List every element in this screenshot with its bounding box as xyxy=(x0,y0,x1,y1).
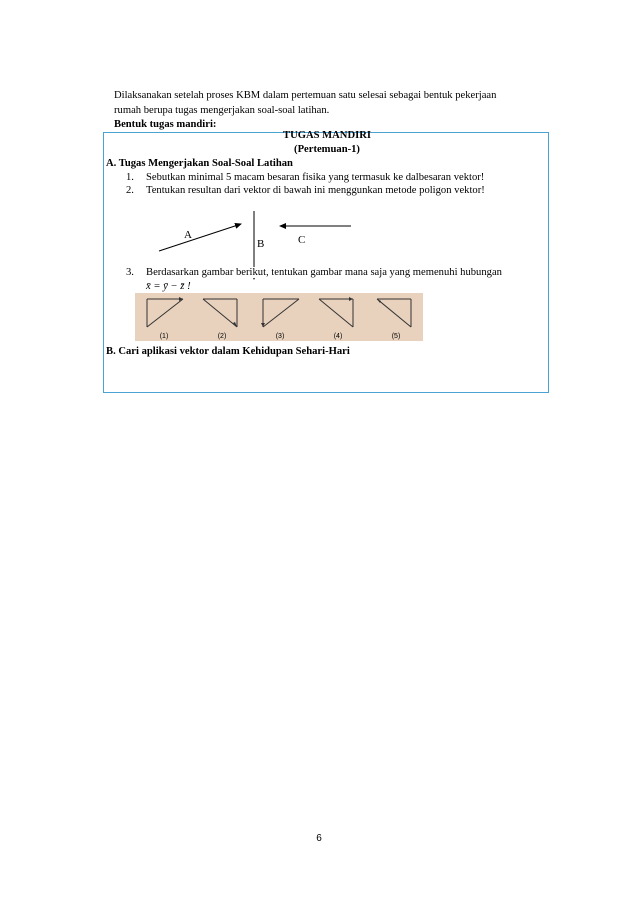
question-3-number: 3. xyxy=(126,267,134,278)
figure-panel-4 xyxy=(313,293,363,341)
figure-panel-2 xyxy=(197,293,247,341)
box-title: TUGAS MANDIRI xyxy=(283,130,371,141)
question-3-text: Berdasarkan gambar berikut, tentukan gambar mana saja yang memenuhi hubungan xyxy=(146,267,502,278)
intro-heading: Bentuk tugas mandiri: xyxy=(114,119,217,130)
vector-b-label: B xyxy=(257,238,265,250)
vector-a-label: A xyxy=(184,229,192,241)
figure-panel-3 xyxy=(255,293,305,341)
intro-line-2: rumah berupa tugas mengerjakan soal-soal latihan. xyxy=(114,104,330,116)
figure-caption-5: (5) xyxy=(391,333,401,340)
question-1-number: 1. xyxy=(126,172,134,183)
question-1-text: Sebutkan minimal 5 macam besaran fisika yang termasuk ke dalbesaran vektor! xyxy=(146,172,485,183)
figure-caption-1: (1) xyxy=(159,333,169,340)
question-2-text: Tentukan resultan dari vektor di bawah ini menggunkan metode poligon vektor! xyxy=(146,185,485,196)
figure-panel-1 xyxy=(139,293,189,341)
vector-a-arrow xyxy=(159,224,241,251)
question-3 xyxy=(126,267,502,278)
figure-caption-3: (3) xyxy=(275,333,285,340)
box-subtitle: (Pertemuan-1) xyxy=(294,144,360,155)
figure-caption-2: (2) xyxy=(217,333,227,340)
vector-c-label: C xyxy=(298,234,306,246)
section-a-heading: A. Tugas Mengerjakan Soal-Soal Latihan xyxy=(106,158,293,169)
assignment-box xyxy=(103,132,549,393)
intro-line-1: Dilaksanakan setelah proses KBM dalam pertemuan satu selesai sebagai bentuk pekerjaan xyxy=(114,90,497,101)
vector-equation: x̄ = ȳ − z̄ ! xyxy=(146,281,191,292)
page-number: 6 xyxy=(316,833,322,844)
figure-caption-4: (4) xyxy=(333,333,343,340)
vector-diagram xyxy=(104,133,550,283)
vector-figure-strip xyxy=(135,293,423,341)
figure-panel-5 xyxy=(371,293,421,341)
intro-paragraph xyxy=(114,89,554,133)
question-2-number: 2. xyxy=(126,185,134,196)
section-b-heading: B. Cari aplikasi vektor dalam Kehidupan Sehari-Hari xyxy=(106,346,350,357)
